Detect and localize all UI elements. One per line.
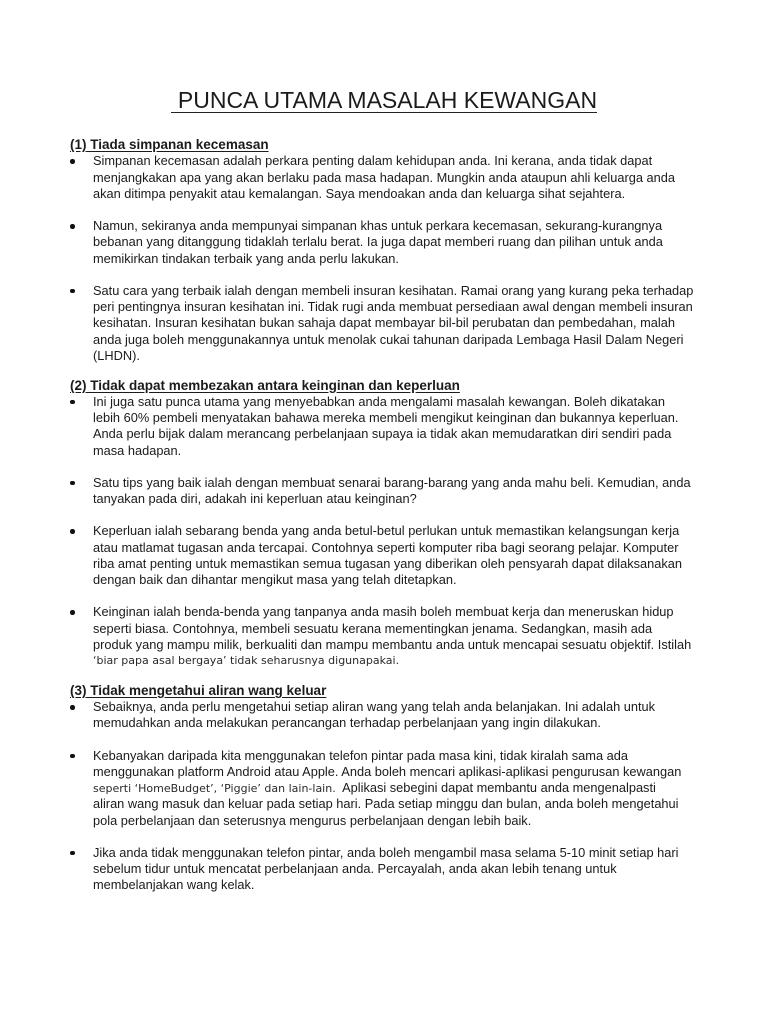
quoted-phrase-line: ‘biar papa asal bergaya’ tidak seharusnya digunapakai. xyxy=(93,654,400,667)
bullet-item xyxy=(0,748,768,829)
bullet-item xyxy=(0,475,768,508)
paragraph-line: atau matlamat tugasan anda tercapai. Contohnya seperti komputer riba bagi seorang pelajar. Komputer xyxy=(93,539,679,555)
paragraph-line xyxy=(93,780,768,796)
bullet-dot-icon xyxy=(70,159,75,164)
bullet-dot-icon xyxy=(70,481,75,486)
paragraph-line: kesihatan. Insuran kesihatan bukan sahaja dapat membayar bil-bil perubatan dan pembedahan, malah xyxy=(93,315,675,331)
bullet-dot-icon xyxy=(70,289,75,294)
document-body xyxy=(0,137,768,894)
bullet-dot-icon xyxy=(70,705,75,710)
bullet-dot-icon xyxy=(70,529,75,534)
paragraph-line: Anda perlu bijak dalam merancang perbelanjaan supaya ia tidak akan memudaratkan diri sendiri pada xyxy=(93,426,672,442)
paragraph-line: sebelum tidur untuk mencatat perbelanjaan anda. Percayalah, anda akan lebih tenang untuk xyxy=(93,861,617,876)
paragraph-line: Ini juga satu punca utama yang menyebabkan anda mengalami masalah kewangan. Boleh dikatakan xyxy=(93,393,665,409)
paragraph-line: pola perbelanjaan dan seterusnya mengurus perbelanjaan dengan lebih baik. xyxy=(93,812,532,828)
paragraph-line: masa hadapan. xyxy=(93,442,182,458)
paragraph-line: Jika anda tidak menggunakan telefon pintar, anda boleh mengambil masa selama 5-10 minit setiap hari xyxy=(93,844,679,860)
bullet-item xyxy=(0,218,768,267)
section-emergency-savings xyxy=(0,137,768,364)
bullet-item xyxy=(0,283,768,364)
app-names-phrase: seperti ‘HomeBudget’, ‘Piggie’ dan lain-lain. xyxy=(93,782,336,795)
paragraph-line: lebih 60% pembeli menyatakan bahawa mereka membeli mengikut keinginan dan bukannya keperluan. xyxy=(93,410,679,425)
paragraph-line: memikirkan tindakan terbaik yang anda perlu lakukan. xyxy=(93,250,399,266)
section-heading: (1) Tiada simpanan kecemasan xyxy=(70,137,269,152)
paragraph-line: Satu tips yang baik ialah dengan membuat senarai barang-barang yang anda mahu beli. Kemudian, anda xyxy=(93,474,691,490)
paragraph-line: menggunakan platform Android atau Apple. Anda boleh mencari aplikasi-aplikasi pengurusan kewangan xyxy=(93,763,682,779)
paragraph-line: riba amat penting untuk memastikan semua tugasan yang diberikan oleh pensyarah dapat dilaksanakan xyxy=(93,555,683,571)
paragraph-line: seperti biasa. Contohnya, membeli sesuatu kerana mementingkan jenama. Sedangkan, masih ada xyxy=(93,620,653,636)
bullet-dot-icon xyxy=(70,400,75,405)
section-cash-outflow xyxy=(0,683,768,894)
paragraph-line: Namun, sekiranya anda mempunyai simpanan khas untuk perkara kecemasan, sekurang-kurangnya xyxy=(93,218,663,233)
title-wrapper xyxy=(0,88,768,113)
paragraph-line: aliran wang masuk dan keluar pada setiap hari. Pada setiap minggu dan bulan, anda boleh mengetahui xyxy=(93,796,679,812)
paragraph-line: Satu cara yang terbaik ialah dengan membeli insuran kesihatan. Ramai orang yang kurang peka terhadap xyxy=(93,282,694,298)
paragraph-line: (LHDN). xyxy=(93,347,140,363)
paragraph-line: Keperluan ialah sebarang benda yang anda betul-betul perlukan untuk memastikan kelangsungan kerja xyxy=(93,523,680,539)
bullet-dot-icon xyxy=(70,610,75,615)
section-heading: (2) Tidak dapat membezakan antara keinginan dan keperluan xyxy=(70,377,460,393)
paragraph-line: Sebaiknya, anda perlu mengetahui setiap aliran wang yang telah anda belanjakan. Ini adalah untuk xyxy=(93,699,656,714)
paragraph-line: membelanjakan wang kelak. xyxy=(93,877,255,893)
paragraph-line-remainder: Aplikasi sebegini dapat membantu anda mengenalpasti xyxy=(335,780,656,795)
bullet-item xyxy=(0,523,768,588)
bullet-dot-icon xyxy=(70,224,75,229)
bullet-item xyxy=(0,153,768,202)
paragraph-line: menjangkakan apa yang akan berlaku pada masa hadapan. Mungkin anda ataupun ahli keluarga anda xyxy=(93,169,675,185)
paragraph-line: Simpanan kecemasan adalah perkara penting dalam kehidupan anda. Ini kerana, anda tidak dapat xyxy=(93,153,653,169)
paragraph-line: peri pentingnya insuran kesihatan ini. Tidak rugi anda membuat persediaan awal dengan membeli insuran xyxy=(93,299,693,314)
section-wants-vs-needs xyxy=(0,378,768,670)
bullet-item xyxy=(0,604,768,669)
bullet-dot-icon xyxy=(70,754,75,759)
paragraph-line: Kebanyakan daripada kita menggunakan telefon pintar pada masa kini, tidak kiralah sama ada xyxy=(93,747,628,763)
document-title: PUNCA UTAMA MASALAH KEWANGAN xyxy=(171,88,597,113)
paragraph-line: anda juga boleh menggunakannya untuk menolak cukai tahunan daripada Lembaga Hasil Dalam Negeri xyxy=(93,331,684,347)
paragraph-line: tanyakan pada diri, adakah ini keperluan atau keinginan? xyxy=(93,491,417,506)
paragraph-line: dengan baik dan dihantar mengikut masa yang telah ditetapkan. xyxy=(93,572,457,587)
bullet-item xyxy=(0,394,768,459)
section-heading: (3) Tidak mengetahui aliran wang keluar xyxy=(70,682,327,698)
bullet-dot-icon xyxy=(70,851,75,856)
bullet-item xyxy=(0,699,768,732)
bullet-item xyxy=(0,845,768,894)
paragraph-line: bebanan yang ditanggung tidaklah terlalu berat. Ia juga dapat memberi ruang dan pilihan untuk anda xyxy=(93,234,663,250)
paragraph-line: produk yang mampu milik, berkualiti dan mampu membantu anda untuk mencapai sesuatu objektif. Istilah xyxy=(93,636,692,652)
paragraph-line: memudahkan anda melakukan perancangan terhadap perbelanjaan yang ingin dilakukan. xyxy=(93,715,601,731)
paragraph-line: Keinginan ialah benda-benda yang tanpanya anda masih boleh membuat kerja dan meneruskan hidup xyxy=(93,604,674,620)
paragraph-line: akan ditimpa penyakit atau kemalangan. Saya mendoakan anda dan keluarga sihat sejahtera. xyxy=(93,185,626,201)
